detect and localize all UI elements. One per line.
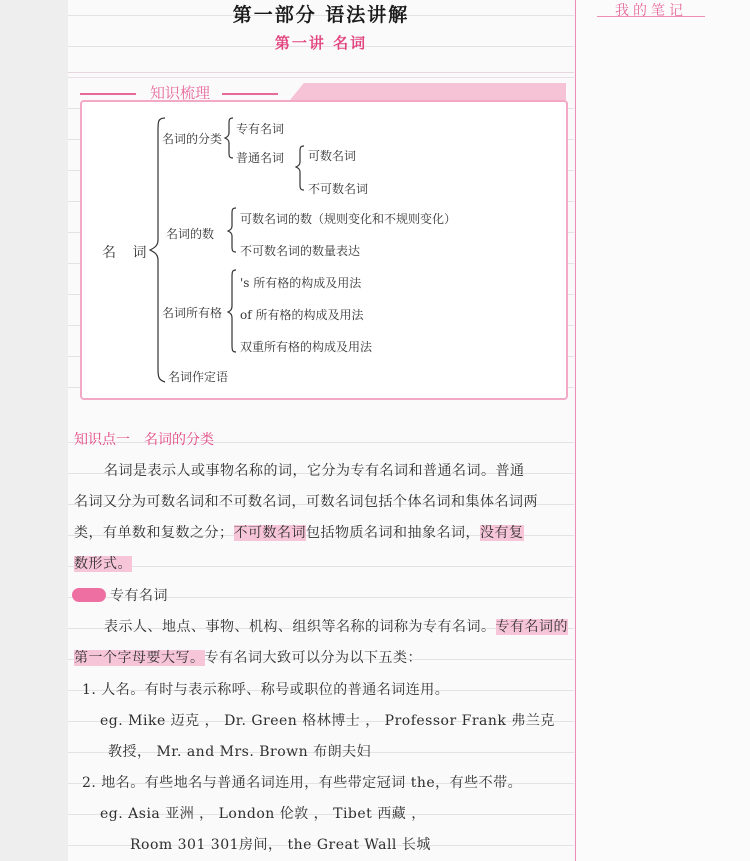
para-line-3-rest: 包括物质名词和抽象名词， [306,525,480,541]
branch-number: 名词的数 [166,227,215,241]
bullet-marker [72,588,106,602]
highlight-plural-form: 数形式。 [74,556,132,572]
sub-heading: 专有名词 [110,588,168,604]
para-line-2: 名词又分为可数名词和不可数名词，可数名词包括个体名词和集体名词两 [74,494,538,510]
leaf-uncountable: 不可数名词 [308,182,369,196]
leaf-uncountable-quantity: 不可数名词的数量表达 [240,244,361,258]
para-line-3-text: 类，有单数和复数之分； [74,525,234,541]
left-margin [0,0,68,861]
notes-title: 我的笔记 [597,0,705,17]
leaf-countable-number: 可数名词的数（规则变化和不规则变化） [240,212,457,226]
highlight-uncountable: 不可数名词 [233,525,306,541]
leaf-of-possessive: of 所有格的构成及用法 [240,308,364,322]
part-title: 第一部分 语法讲解 [232,4,410,26]
item-1-example-2: 教授， Mr. and Mrs. Brown 布朗夫妇 [108,744,372,760]
knowledge-box-label: 知识梳理 [149,84,210,102]
item-1-example-1: eg. Mike 迈克 ， Dr. Green 格林博士 ， Professor Frank 弗兰克 [100,713,555,729]
item-2-example-2: Room 301 301房间， the Great Wall 长城 [130,837,431,853]
item-1: 1. 人名。有时与表示称呼、称号或职位的普通名词连用。 [82,682,450,698]
mindmap-root: 名 词 [102,245,153,261]
lecture-title: 第一讲 名词 [274,34,368,52]
box-tab-band [290,83,566,100]
leaf-double-possessive: 双重所有格的构成及用法 [240,340,373,354]
branch-attributive: 名词作定语 [168,370,229,384]
item-2: 2. 地名。有些地名与普通名词连用，有些带定冠词 the，有些不带。 [82,775,523,791]
para-line-4 [74,553,132,573]
highlight-no-plural: 没有复 [480,525,524,541]
sub-para-line-2 [74,647,422,667]
leaf-proper-noun: 专有名词 [236,122,285,136]
sub-para-text-2: 专有名词大致可以分为以下五类： [204,650,422,666]
section-heading: 知识点一 名词的分类 [74,432,214,448]
para-line-1: 名词是表示人或事物名称的词，它分为专有名词和普通名词。普通 [104,463,525,479]
leaf-common-noun: 普通名词 [236,151,285,165]
branch-classification: 名词的分类 [162,132,223,146]
sub-para-line-1 [104,616,568,636]
notes-column [575,0,750,861]
leaf-s-possessive: 's 所有格的构成及用法 [240,276,362,290]
branch-possessive: 名词所有格 [162,306,223,320]
para-line-3 [74,522,524,542]
highlight-capital: 专有名词的 [495,619,568,635]
highlight-first-letter: 第一个字母要大写。 [74,650,205,666]
leaf-countable: 可数名词 [308,149,357,163]
sub-para-text: 表示人、地点、事物、机构、组织等名称的词称为专有名词。 [104,619,496,635]
item-2-example-1: eg. Asia 亚洲 ， London 伦敦 ， Tibet 西藏 ， [100,806,426,822]
divider [68,72,574,73]
